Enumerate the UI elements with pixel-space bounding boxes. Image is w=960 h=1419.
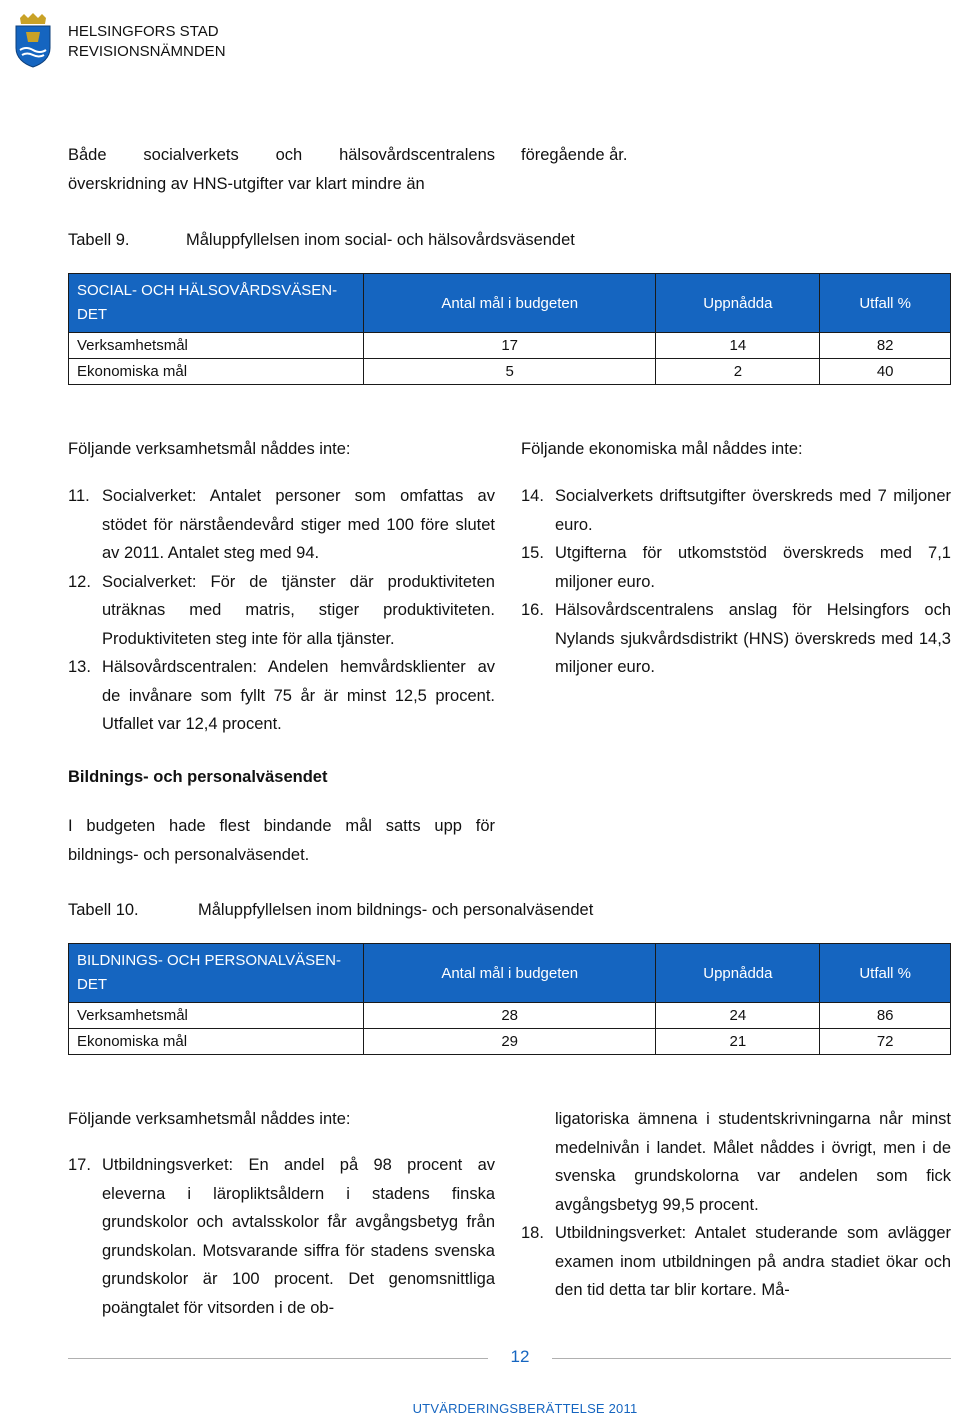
economic-unmet-goals-list <box>521 482 951 682</box>
helsinki-coat-of-arms-icon <box>12 12 54 68</box>
table10-header-category: BILDNINGS- OCH PERSONALVÄSEN-DET <box>69 944 364 1003</box>
table-row <box>69 333 951 359</box>
footer-divider-left <box>68 1358 488 1359</box>
education-unmet-goals-list-continued <box>521 1219 951 1305</box>
table10-header-budget-goals: Antal mål i budgeten <box>364 944 656 1003</box>
table10-caption <box>68 899 593 921</box>
table9-caption <box>68 229 575 251</box>
table-cell: 14 <box>656 333 820 359</box>
list-item <box>68 568 495 654</box>
item-number: 18. <box>521 1224 544 1242</box>
item-number: 11. <box>68 487 90 505</box>
table-cell: 21 <box>656 1029 820 1055</box>
item-text: Utbildningsverket: Antalet studerande som avlägger examen inom utbildningen på andra stadiet ökar och den tid detta tar blir kortare. Må- <box>555 1224 951 1299</box>
intro-text-right: föregående år. <box>521 146 628 164</box>
table-row <box>69 359 951 385</box>
social-left-heading: Följande verksamhetsmål nåddes inte: <box>68 440 351 458</box>
page-number: 12 <box>510 1347 530 1366</box>
table-cell: 40 <box>820 359 951 385</box>
list-item <box>68 1151 495 1322</box>
education-goals-heading: Följande verksamhetsmål nåddes inte: <box>68 1110 351 1128</box>
list-item <box>68 653 495 739</box>
section-heading: Bildnings- och personalväsendet <box>68 768 328 786</box>
item-text: Hälsovårdscentralens anslag för Helsingfors och Nylands sjukvårdsdistrikt (HNS) överskreds med 14,3 miljoner euro. <box>555 601 951 676</box>
item-text: Socialverket: Antalet personer som omfattas av stödet för närståendevård stiger med 100 före slutet av 2011. Antalet steg med 94. <box>102 487 495 562</box>
item-text: Socialverkets driftsutgifter överskreds med 7 miljoner euro. <box>555 487 951 534</box>
list-item <box>68 482 495 568</box>
table-row <box>69 1029 951 1055</box>
list-item <box>521 539 951 596</box>
item-number: 16. <box>521 601 544 619</box>
footer-report-title: UTVÄRDERINGSBERÄTTELSE 2011 <box>412 1401 638 1416</box>
table-cell: Verksamhetsmål <box>69 333 364 359</box>
social-unmet-goals-list <box>68 482 495 739</box>
table10-header-achieved: Uppnådda <box>656 944 820 1003</box>
item-text: Utgifterna för utkomststöd överskreds med 7,1 miljoner euro. <box>555 544 951 591</box>
list-item <box>521 482 951 539</box>
table-cell: 28 <box>364 1003 656 1029</box>
table10-number: Tabell 10. <box>68 901 139 919</box>
table-cell: 29 <box>364 1029 656 1055</box>
table9-number: Tabell 9. <box>68 231 130 249</box>
table-cell: 17 <box>364 333 656 359</box>
table9-header-achieved: Uppnådda <box>656 274 820 333</box>
table9 <box>68 273 951 385</box>
table9-header-outcome: Utfall % <box>820 274 951 333</box>
table10 <box>68 943 951 1055</box>
table-cell: Verksamhetsmål <box>69 1003 364 1029</box>
table-cell: Ekonomiska mål <box>69 359 364 385</box>
item-number: 15. <box>521 544 544 562</box>
table-cell: 2 <box>656 359 820 385</box>
table10-header-outcome: Utfall % <box>820 944 951 1003</box>
table10-title: Måluppfyllelsen inom bildnings- och personalväsendet <box>198 901 594 919</box>
social-right-heading: Följande ekonomiska mål nåddes inte: <box>521 440 803 458</box>
table-header-row <box>69 274 951 333</box>
item-number: 17. <box>68 1156 91 1174</box>
table9-title: Måluppfyllelsen inom social- och hälsovårdsväsendet <box>186 231 575 249</box>
list-item <box>521 1219 951 1305</box>
table-cell: 24 <box>656 1003 820 1029</box>
table9-header-category: SOCIAL- OCH HÄLSOVÅRDSVÄSEN-DET <box>69 274 364 333</box>
table-cell: 86 <box>820 1003 951 1029</box>
table-cell: Ekonomiska mål <box>69 1029 364 1055</box>
item-number: 14. <box>521 487 544 505</box>
org-line-1: HELSINGFORS STAD <box>68 23 219 40</box>
table-cell: 5 <box>364 359 656 385</box>
organization-name <box>68 22 226 62</box>
table-cell: 82 <box>820 333 951 359</box>
item-text: Hälsovårdscentralen: Andelen hemvårdsklienter av de invånare som fyllt 75 år är minst 12,5 procent. Utfallet var 12,4 procent. <box>102 658 495 733</box>
table-cell: 72 <box>820 1029 951 1055</box>
table-header-row <box>69 944 951 1003</box>
education-intro: I budgeten hade flest bindande mål satts upp för bildnings- och personalväsendet. <box>68 817 495 864</box>
item-text: Utbildningsverket: En andel på 98 procent av eleverna i läropliktsåldern i stadens finska grundskolor och avtalsskolor får avgångsbetyg från grundskolan. Motsvarande siffra för stadens svenska grundskolor är 100 procent. Det genomsnittliga poängtalet för vitsorden i de ob- <box>102 1156 495 1317</box>
table-row <box>69 1003 951 1029</box>
intro-text-left: Både socialverkets och hälsovårdscentralens överskridning av HNS-utgifter var klart mindre än <box>68 146 495 193</box>
item-17-continuation: ligatoriska ämnena i studentskrivningarna når minst medelnivån i landet. Målet nåddes i övrigt, men i de svenska grundskolorna var andelen som fick avgångsbetyg 99,5 procent. <box>555 1110 951 1214</box>
org-line-2: REVISIONSNÄMNDEN <box>68 43 226 60</box>
table9-header-budget-goals: Antal mål i budgeten <box>364 274 656 333</box>
footer-divider-right <box>552 1358 951 1359</box>
item-text: Socialverket: För de tjänster där produktiviteten uträknas med matris, stiger produktiviteten. Produktiviteten steg inte för alla tjänster. <box>102 572 495 648</box>
list-item <box>521 596 951 682</box>
education-unmet-goals-list <box>68 1151 495 1322</box>
item-number: 13. <box>68 658 91 676</box>
item-number: 12. <box>68 572 91 591</box>
